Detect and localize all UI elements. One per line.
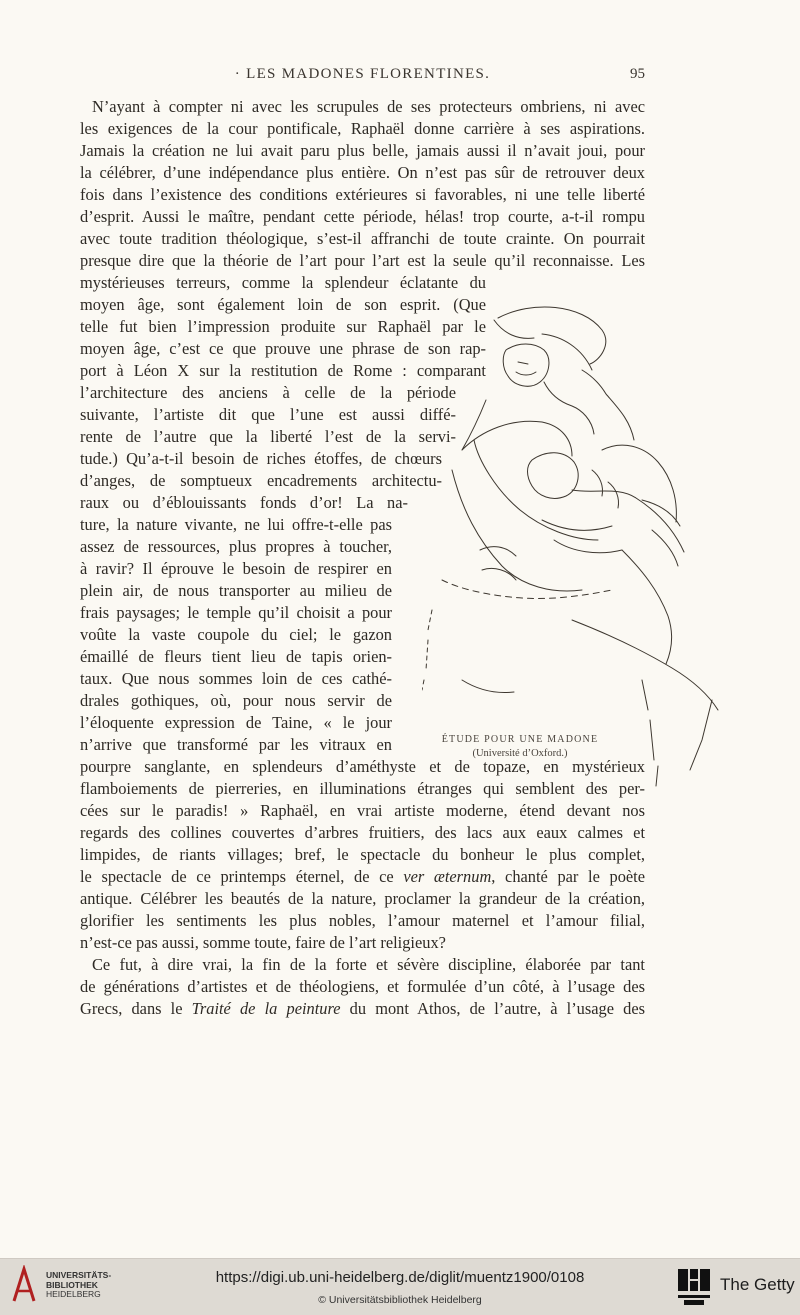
running-title: · LES MADONES FLORENTINES. (234, 66, 491, 82)
text-line: d’esprit. Aussi le maître, pendant cette période, hélas! trop courte, a-t-il rompu (80, 207, 645, 226)
text-fragment: du mont Athos, de l’autre, à l’usage des (340, 999, 645, 1018)
italic-term: ver æternum (403, 867, 492, 886)
text-line: rente de l’autre que la liberté l’est de la servi- (80, 427, 456, 446)
text-line: Jamais la création ne lui avait paru plus belle, jamais aussi il n’avait joui, pour (80, 141, 645, 160)
text-line: fois dans l’existence des conditions extérieures si favorables, ni une telle liberté (80, 185, 645, 204)
permalink-url[interactable]: https://digi.ub.uni-heidelberg.de/diglit/muentz1900/0108 (215, 1269, 585, 1286)
library-name (46, 1271, 111, 1300)
text-line: mystérieuses terreurs, comme la splendeur éclatante du (80, 273, 486, 292)
text-line: drales gothiques, où, pour nous servir de (80, 691, 392, 710)
text-line: tude.) Qu’a-t-il besoin de riches étoffes, de chœurs (80, 449, 442, 468)
text-line: n’arrive que transformé par les vitraux en (80, 735, 392, 754)
text-line: avec toute tradition théologique, s’est-il affranchi de toute crainte. On pourrait (80, 229, 645, 248)
text-line: voûte la vaste coupole du ciel; le gazon (80, 625, 392, 644)
text-line: la célébrer, d’une indépendance plus entière. On n’est pas sûr de retrouver deux (80, 163, 645, 182)
text-line: presque dire que la théorie de l’art pour l’art est la seule qu’il reconnaisse. Les (80, 251, 645, 270)
text-line: d’anges, de somptueux encadrements architectu- (80, 471, 442, 490)
text-line: Ce fut, à dire vrai, la fin de la forte et sévère discipline, élaborée par tant (92, 955, 645, 974)
text-line: antique. Célébrer les beautés de la nature, proclamer la grandeur de la création, (80, 889, 645, 908)
text-line: à ravir? Il éprouve le besoin de respirer en (80, 559, 392, 578)
text-line: telle fut bien l’impression produite sur Raphaël par le (80, 317, 486, 336)
text-line: N’ayant à compter ni avec les scrupules de ses protecteurs ombriens, ni avec (92, 97, 645, 116)
text-line: émaillé de fleurs tient lieu de tapis orien- (80, 647, 392, 666)
library-name-line: HEIDELBERG (46, 1289, 101, 1299)
text-line: flamboiements de pierreries, en illuminations étranges qui semblent des per- (80, 779, 645, 798)
text-line: assez de ressources, plus propres à toucher, (80, 537, 392, 556)
text-fragment: , chanté par le poète (491, 867, 645, 886)
italic-title: Traité de la peinture (191, 999, 341, 1018)
page-number: 95 (630, 66, 645, 82)
text-fragment: le spectacle de ce printemps éternel, de ce (80, 867, 404, 886)
library-logo-icon (10, 1265, 40, 1305)
text-line: de générations d’artistes et de théologiens, et formulée d’un côté, à l’usage des (80, 977, 645, 996)
text-line: raux ou d’éblouissants fonds d’or! La na- (80, 493, 408, 512)
madonna-sketch-illustration (422, 290, 732, 790)
library-name-line: BIBLIOTHEK (46, 1279, 98, 1290)
text-line: l’architecture des anciens à celle de la période (80, 383, 456, 402)
text-line: n’est-ce pas aussi, somme toute, faire de l’art religieux? (80, 933, 446, 952)
text-line: moyen âge, c’est ce que prouve une phrase de son rap- (80, 339, 486, 358)
text-line: frais paysages; le temple qu’il choisit a pour (80, 603, 392, 622)
figure-source: (Université d’Oxford.) (472, 748, 568, 759)
library-name-line: UNIVERSITÄTS- (46, 1270, 112, 1280)
text-line: glorifier les sentiments les plus nobles, l’amour maternel et l’amour filial, (80, 911, 645, 930)
text-line: les exigences de la cour pontificale, Raphaël donne carrière à ses aspirations. (80, 119, 645, 138)
text-line: taux. Que nous sommes loin de ces cathé- (80, 669, 392, 688)
text-line (80, 866, 645, 888)
text-line: port à Léon X sur la restitution de Rome : comparant (80, 361, 486, 380)
text-line: cées sur le paradis! » Raphaël, en vrai artiste moderne, étend devant nos (80, 801, 645, 820)
text-fragment: Grecs, dans le (80, 999, 192, 1018)
text-line: regards des collines couvertes d’arbres fruitiers, des lacs aux eaux calmes et (80, 823, 645, 842)
figure-caption: ÉTUDE POUR UNE MADONE (441, 734, 599, 745)
text-line: plein air, de nous transporter au milieu de (80, 581, 392, 600)
text-line: l’éloquente expression de Taine, « le jour (80, 713, 392, 732)
footer-bar (0, 1258, 800, 1315)
text-line: ture, la nature vivante, ne lui offre-t-elle pas (80, 515, 392, 534)
text-line (80, 998, 645, 1020)
running-header (80, 66, 645, 88)
text-line: pourpre sanglante, en splendeurs d’améthyste et de topaze, en mystérieux (80, 757, 645, 776)
getty-logo-icon (676, 1267, 712, 1307)
text-line: moyen âge, sont également loin de son esprit. (Que (80, 295, 486, 314)
text-line: suivante, l’artiste dit que l’une est aussi diffé- (80, 405, 456, 424)
copyright-notice: © Universitätsbibliothek Heidelberg (318, 1294, 482, 1306)
partner-name: The Getty (720, 1275, 795, 1294)
text-line: limpides, de riants villages; bref, le spectacle du bonheur le plus complet, (80, 845, 645, 864)
